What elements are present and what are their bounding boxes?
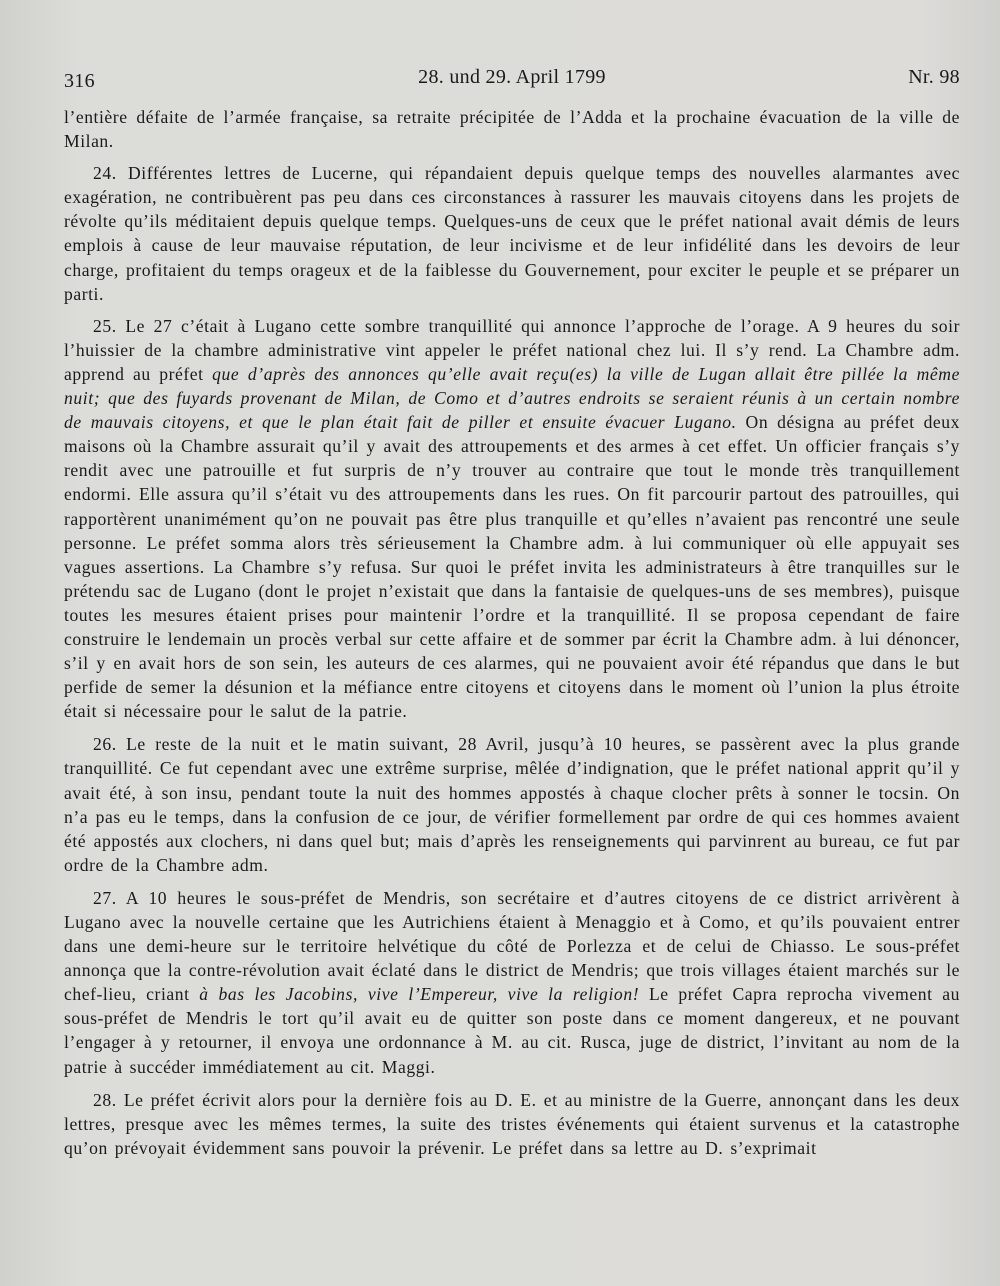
paragraph-25-text-b: On désigna au préfet deux maisons où la Chambre assurait qu’il y avait des attroupements et des armes à cet effet. Un officier français s’y rendit avec une patrouille et fut surpris de n’y trouver au contraire que tout le monde très tranquillement endormi. Elle assura qu’il s’était vu des attroupements dans les rues. On fit parcourir partout des patrouilles, qui rapportèrent unanimément qu’on ne pouvait pas être plus tranquille et qu’elles n’avaient pas rencontré une seule personne. Le préfet somma alors très sérieusement la Chambre adm. à lui communiquer où elle appuyait ses vagues assertions. La Chambre s’y refusa. Sur quoi le préfet invita les administrateurs à être tranquilles sur le prétendu sac de Lugano (dont le projet n’existait que dans la fantaisie de quelques-uns de ses membres), puisque toutes les mesures étaient prises pour maintenir l’ordre et la tranquillité. Il se proposa cependant de faire construire le lendemain un procès verbal sur cette affaire et de sommer par écrit la Chambre adm. à lui dénoncer, s’il y en avait hors de son sein, les auteurs de ces alarmes, qui ne pouvaient avoir été répandus que dans le but perfide de semer la désunion et la méfiance entre citoyens et citoyens dans le moment où l’union la plus étroite était si nécessaire pour le salut de la patrie. (64, 412, 960, 722)
paragraph-27-italic-quote: à bas les Jacobins, vive l’Empereur, vive la religion! (199, 984, 640, 1005)
paragraph-26: 26. Le reste de la nuit et le matin suivant, 28 Avril, jusqu’à 10 heures, se passèrent avec la plus grande tranquillité. Ce fut cependant avec une extrême surprise, mêlée d’indignation, que le préfet national apprit qu’il y avait été, à son insu, pendant toute la nuit des hommes appostés à chaque clocher prêts à sonner le tocsin. On n’a pas eu le temps, dans la confusion de ce jour, de vérifier formellement par ordre de qui ces hommes avaient été appostés aux clochers, ni dans quel but; mais d’après les renseignements qui parvinrent au bureau, ce fut par ordre de la Chambre adm. (64, 734, 960, 875)
paragraph-25-text-a: 25. Le 27 c’était à Lugano cette sombre tranquillité qui annonce l’approche de l’orage. A 9 heures du soir l’huissier de la chambre administrative vint appeler le préfet national chez lui. Il s’y rend. La Chambre adm. apprend au préfet (64, 315, 960, 384)
paragraph-25-italic-quote: que d’après des annonces qu’elle avait reçu(es) la ville de Lugan allait être pillée la même nuit; que des fuyards provenant de Milan, de Como et d’autres endroits se seraient réunis à un certain nombre de mauvais citoyens, et que le plan était fait de piller et ensuite évacuer Lugano. (64, 363, 960, 433)
paragraph-27 (64, 886, 960, 1079)
body-text (64, 105, 960, 1160)
running-header (64, 64, 960, 98)
paragraph-24: 24. Différentes lettres de Lucerne, qui répandaient depuis quelque temps des nouvelles alarmantes avec exagération, ne contribuèrent pas peu dans ces circonstances à rassurer les mauvais citoyens dans les projets de révolte qu’ils méditaient depuis quelque temps. Quelques-uns de ceux que le préfet national avait démis de leurs emplois à cause de leur mauvaise réputation, de leur incivisme et de leur infidélité dans les devoirs de leur charge, profitaient du temps orageux et de la faiblesse du Gouvernement, pour exciter le peuple et se préparer un parti. (64, 163, 960, 304)
paragraph-27-text-a: 27. A 10 heures le sous-préfet de Mendris, son secrétaire et d’autres citoyens de ce district arrivèrent à Lugano avec la nouvelle certaine que les Autrichiens étaient à Menaggio et à Como, et qu’ils pouvaient entrer dans une demi-heure sur le territoire helvétique du côté de Porlezza et de celui de Chiasso. Le sous-préfet annonça que la contre-révolution avait éclaté dans le district de Mendris; que trois villages étaient marchés sur le chef-lieu, criant (64, 887, 960, 1005)
document-number: Nr. 98 (908, 66, 960, 88)
paragraph-25 (64, 314, 960, 724)
paragraph-27-text-b: Le préfet Capra reprocha vivement au sous-préfet de Mendris le tort qu’il avait eu de quitter son poste dans ce moment dangereux, et ne pouvant l’engager à y retourner, il envoya une ordonnance à M. au cit. Rusca, juge de district, l’invitant au nom de la patrie à succéder immédiatement au cit. Maggi. (64, 984, 960, 1077)
paragraph-continuation: l’entière défaite de l’armée française, sa retraite précipitée de l’Adda et la prochaine évacuation de la ville de Milan. (64, 107, 960, 152)
header-date-title: 28. und 29. April 1799 (418, 66, 606, 88)
paragraph-28: 28. Le préfet écrivit alors pour la dernière fois au D. E. et au ministre de la Guerre, annonçant dans les deux lettres, presque avec les mêmes termes, la suite des tristes événements qui étaient survenus et la catastrophe qu’on prévoyait évidemment sans pouvoir la prévenir. Le préfet dans sa lettre au D. s’exprimait (64, 1089, 960, 1158)
page-number: 316 (64, 70, 95, 92)
